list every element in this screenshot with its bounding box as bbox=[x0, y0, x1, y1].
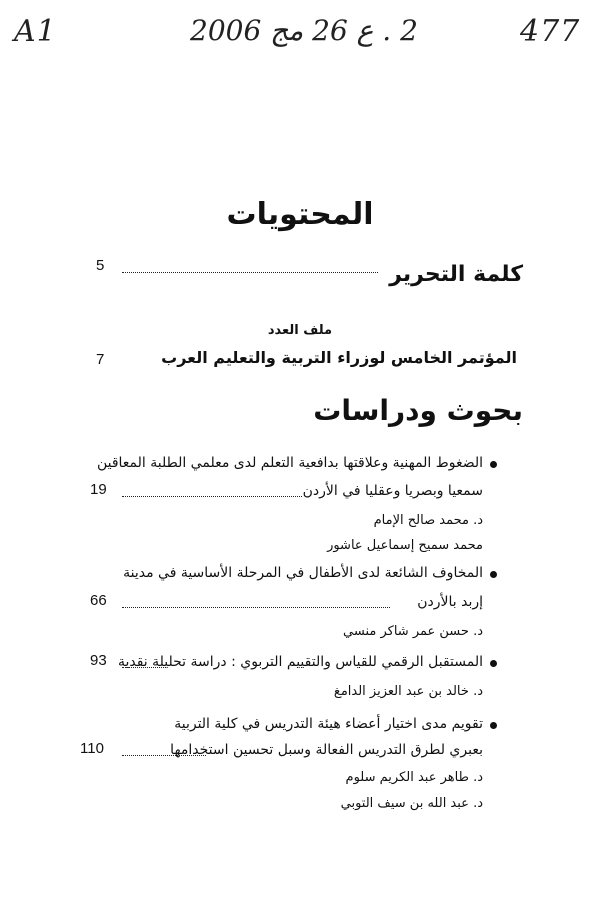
handwritten-code: A1 bbox=[14, 14, 57, 49]
article-3-leader bbox=[122, 667, 164, 668]
article-1-title-line-2: سمعيا وبصريا وعقليا في الأردن bbox=[302, 483, 483, 499]
article-2-title-line-2: إربد بالأردن bbox=[417, 594, 483, 610]
bullet-icon bbox=[490, 461, 497, 468]
article-3-author-1: د. خالد بن عبد العزيز الدامغ bbox=[333, 684, 483, 699]
article-4-page-number: 110 bbox=[80, 740, 104, 757]
article-4-author-1: د. طاهر عبد الكريم سلوم bbox=[345, 770, 483, 785]
bullet-icon bbox=[490, 660, 497, 667]
article-1-title-line-1: الضغوط المهنية وعلاقتها بدافعية التعلم لدى معلمي الطلبة المعاقين bbox=[96, 455, 483, 471]
article-1-author-2: محمد سميح إسماعيل عاشور bbox=[327, 538, 483, 553]
article-2-leader bbox=[122, 607, 390, 608]
handwritten-date: 2 . ع 26 مج 2006 bbox=[190, 14, 418, 47]
article-4-title-line-1: تقويم مدى اختيار أعضاء هيئة التدريس في كلية التربية bbox=[174, 716, 483, 732]
article-4-author-2: د. عبد الله بن سيف التوبي bbox=[340, 796, 483, 811]
article-3-title-line-1: المستقبل الرقمي للقياس والتقييم التربوي : دراسة تحليلة نقدية bbox=[117, 654, 483, 670]
article-2-page-number: 66 bbox=[90, 592, 107, 609]
editorial-label: كلمة التحرير bbox=[389, 262, 523, 287]
article-3-page-number: 93 bbox=[90, 652, 107, 669]
editorial-leader bbox=[122, 272, 378, 273]
bullet-icon bbox=[490, 722, 497, 729]
article-1-page-number: 19 bbox=[90, 481, 107, 498]
section-title: بحوث ودراسات bbox=[313, 394, 523, 427]
article-1-author-1: د. محمد صالح الإمام bbox=[373, 513, 483, 528]
editorial-page-number: 5 bbox=[96, 257, 105, 274]
page-title: المحتويات bbox=[226, 197, 374, 232]
article-2-title-line-1: المخاوف الشائعة لدى الأطفال في المرحلة الأساسية في مدينة bbox=[123, 565, 483, 581]
article-4-title-line-2: بعبري لطرق التدريس الفعالة وسبل تحسين استخدامها bbox=[170, 742, 483, 758]
article-2-author-1: د. حسن عمر شاكر منسي bbox=[343, 624, 483, 639]
dossier-label: ملف العدد bbox=[267, 323, 333, 338]
dossier-page-number: 7 bbox=[96, 351, 105, 368]
article-1-leader bbox=[122, 496, 302, 497]
bullet-icon bbox=[490, 571, 497, 578]
dossier-title: المؤتمر الخامس لوزراء التربية والتعليم العرب bbox=[161, 348, 517, 367]
article-4-leader bbox=[122, 755, 206, 756]
handwritten-number: 477 bbox=[520, 14, 581, 49]
